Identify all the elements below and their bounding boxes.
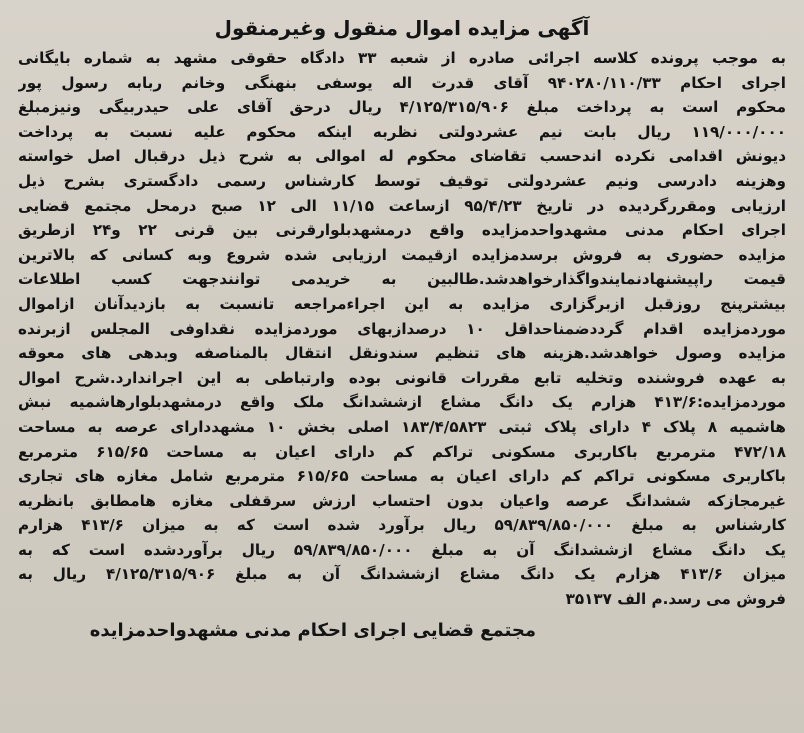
notice-line: ارزیابی ومقررگردیده در تاریخ ۹۵/۴/۲۳ ازساعت ۱۱/۱۵ الی ۱۲ صبح درمحل مجتمع قضایی [18,196,786,215]
notice-line: ۱۱۹/۰۰۰/۰۰۰ ریال بابت نیم عشردولتی نظربه اینکه محکوم علیه نسبت به پرداخت [18,122,786,141]
notice-line: اجرای احکام مدنی مشهدواحدمزایده واقع درمشهدبلوارقرنی بین قرنی ۲۲ و۲۴ ازطریق [18,221,786,240]
notice-line: بیشترپنج روزقبل ازبرگزاری مزایده به این اجراءمراجعه تانسبت به بازدیدآنان ازاموال [18,294,786,313]
notice-line: قیمت راپیشنهادنمایندواگذارخواهدشد.طالبین به خریدمی توانندجهت کسب اطلاعات [18,270,786,289]
notice-line: اجرای احکام ۹۴۰۲۸۰/۱۱۰/۳۳ آقای قدرت اله یوسفی بنهنگی وخانم ربابه رسول پور [18,73,786,92]
notice-line: میزان ۴۱۳/۶ هزارم یک دانگ مشاع ازششدانگ آن به مبلغ ۴/۱۲۵/۳۱۵/۹۰۶ ریال به [18,565,786,584]
notice-line: به موجب پرونده کلاسه اجرائی صادره از شعبه ۳۳ دادگاه حقوقی مشهد به شماره بایگانی [18,49,786,67]
notice-title: آگهی مزایده اموال منقول وغیرمنقول [214,16,590,40]
notice-line: موردمزایده:۴۱۳/۶ هزارم یک دانگ مشاع ازششدانگ ملک واقع درمشهدبلوارهاشمیه نبش [18,393,786,412]
notice-line: مزایده وصول خواهدشد.هزینه های تنظیم سندونقل انتقال بالمناصفه وبدهی های معوقه [18,344,786,363]
notice-line-last: فروش می رسد.م الف ۳۵۱۳۷ [565,590,786,609]
notice-line: محکوم است به پرداخت مبلغ ۴/۱۲۵/۳۱۵/۹۰۶ ریال درحق آقای علی حیدربیگی ونیزمبلغ [18,98,786,117]
notice-line: دیونش اقدامی نکرده اندحسب تقاضای محکوم له اموالی به شرح ذیل درقبال اصل خواسته [18,147,786,166]
notice-line: مزایده حضوری به فروش برسدمزایده ازقیمت ارزیابی شده شروع وبه کسانی که بالاترین [18,245,786,264]
notice-line: غیرمجازکه ششدانگ عرصه واعیان بدون احتساب ارزش سرقفلی مغازه هامطابق بانظریه [18,491,786,510]
notice-body [18,46,786,612]
notice-line: موردمزایده اقدام گرددضمناحداقل ۱۰ درصدازبهای موردمزایده نقداوفی المجلس ازبرنده [18,319,786,338]
notice-line: هاشمیه ۸ پلاک ۴ دارای پلاک ثبتی ۱۸۳/۴/۵۸۲۳ اصلی بخش ۱۰ مشهددارای عرصه به مساحت [18,417,786,436]
notice-line: باکاربری مسکونی تراکم کم دارای اعیان به مساحت ۶۱۵/۶۵ مترمربع شامل مغازه های تجاری [18,467,786,486]
notice-signature: مجتمع قضایی اجرای احکام مدنی مشهدواحدمزایده [89,619,536,641]
notice-line: به عهده فروشنده وتخلیه تابع مقررات قانونی بوده وارتباطی به این اجراندارد.شرح اموال [18,368,786,387]
notice-line: ۴۷۲/۱۸ مترمربع باکاربری مسکونی تراکم کم دارای اعیان به مساحت ۶۱۵/۶۵ مترمربع [18,442,786,461]
notice-line: یک دانگ مشاع ازششدانگ آن به مبلغ ۵۹/۸۳۹/۸۵۰/۰۰۰ ریال برآوردشده است که به [18,540,786,559]
notice-line: وهزینه دادرسی ونیم عشردولتی توقیف توسط کارشناس رسمی دادگستری بشرح ذیل [18,171,786,190]
notice-line: کارشناس به مبلغ ۵۹/۸۳۹/۸۵۰/۰۰۰ ریال برآورد شده است که به میزان ۴۱۳/۶ هزارم [18,516,786,535]
